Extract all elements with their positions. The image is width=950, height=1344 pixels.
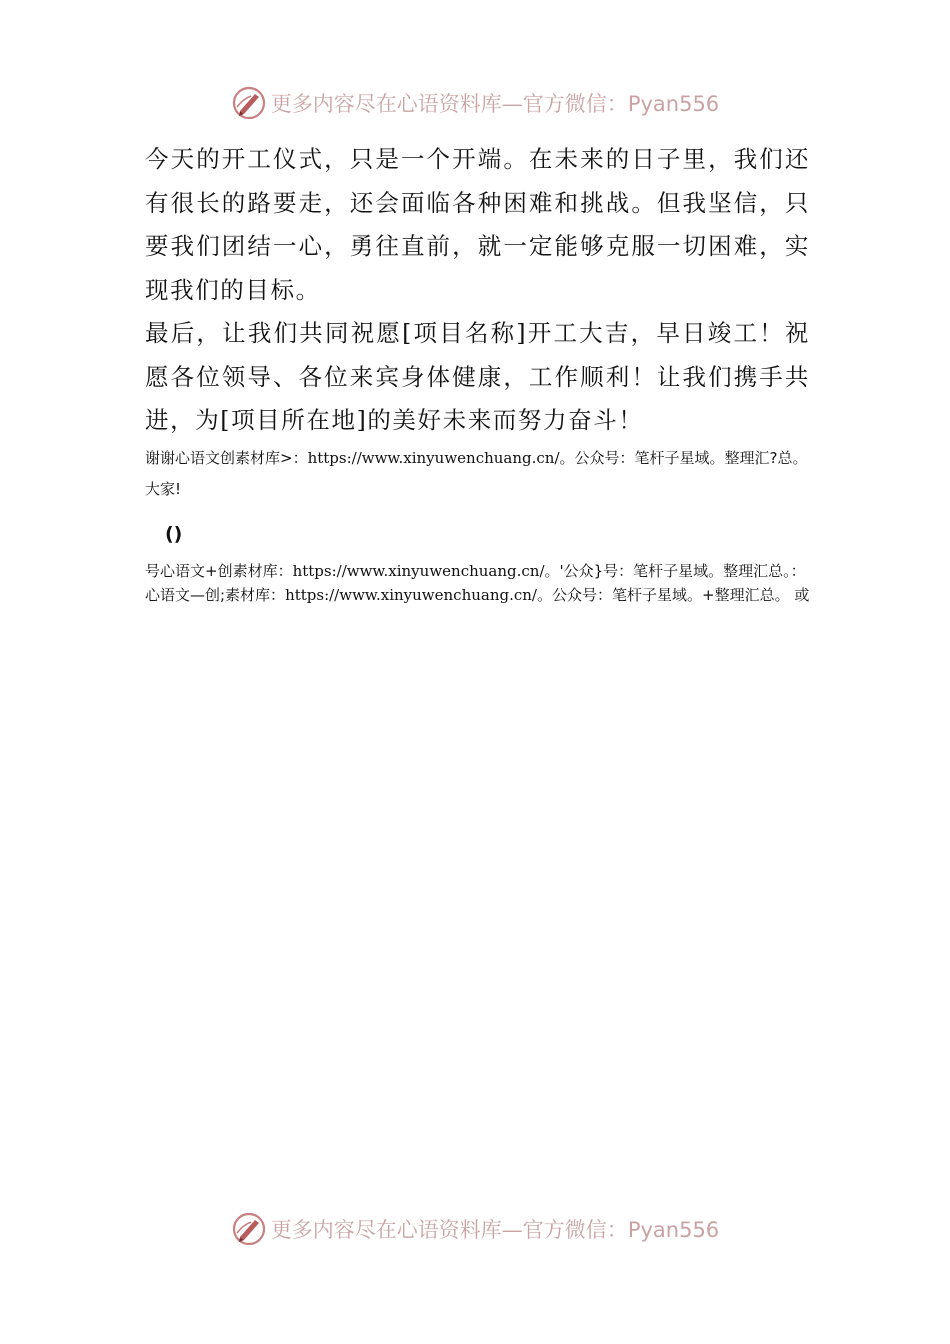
- note-2-url-2: https://www.xinyuwenchuang.cn/: [285, 585, 537, 604]
- note-1-url: https://www.xinyuwenchuang.cn/: [307, 448, 560, 467]
- note-2-url-1: https://www.xinyuwenchuang.cn/: [292, 561, 545, 580]
- header-banner: [0, 80, 950, 126]
- note-2: 号心语文+创素材库：https://www.xinyuwenchuang.cn/。'公众}号：笔杆子星域。整理汇总。：心语文—创;素材库：https://www.xinyuwenchuang.cn/。公众号：笔杆子星域。+整理汇总。 或: [145, 561, 810, 604]
- parentheses: (): [165, 522, 183, 545]
- note-1: 谢谢心语文创素材库>：https://www.xinyuwenchuang.cn/。公众号：笔杆子星域。整理汇?总。大家!: [145, 448, 808, 498]
- header-wechat: Pyan556: [627, 92, 720, 116]
- document-body: [145, 138, 810, 607]
- footer-banner: [0, 1206, 950, 1252]
- footer-text: 更多内容尽在心语资料库—官方微信：Pyan556: [270, 1218, 720, 1242]
- paragraph-1: 今天的开工仪式，只是一个开端。在未来的日子里，我们还有很长的路要走，还会面临各种困难和挑战。但我坚信，只要我们团结一心，勇往直前，就一定能够克服一切困难，实现我们的目标。: [145, 145, 810, 304]
- paragraph-2: 最后，让我们共同祝愿[项目名称]开工大吉，早日竣工！祝愿各位领导、各位来宾身体健康，工作顺利！让我们携手共进，为[项目所在地]的美好未来而努力奋斗！: [145, 319, 810, 434]
- pen-seal-icon: [231, 85, 267, 121]
- footer-wechat: Pyan556: [627, 1218, 720, 1242]
- header-text: 更多内容尽在心语资料库—官方微信：Pyan556: [270, 92, 720, 116]
- pen-seal-icon: [231, 1211, 267, 1247]
